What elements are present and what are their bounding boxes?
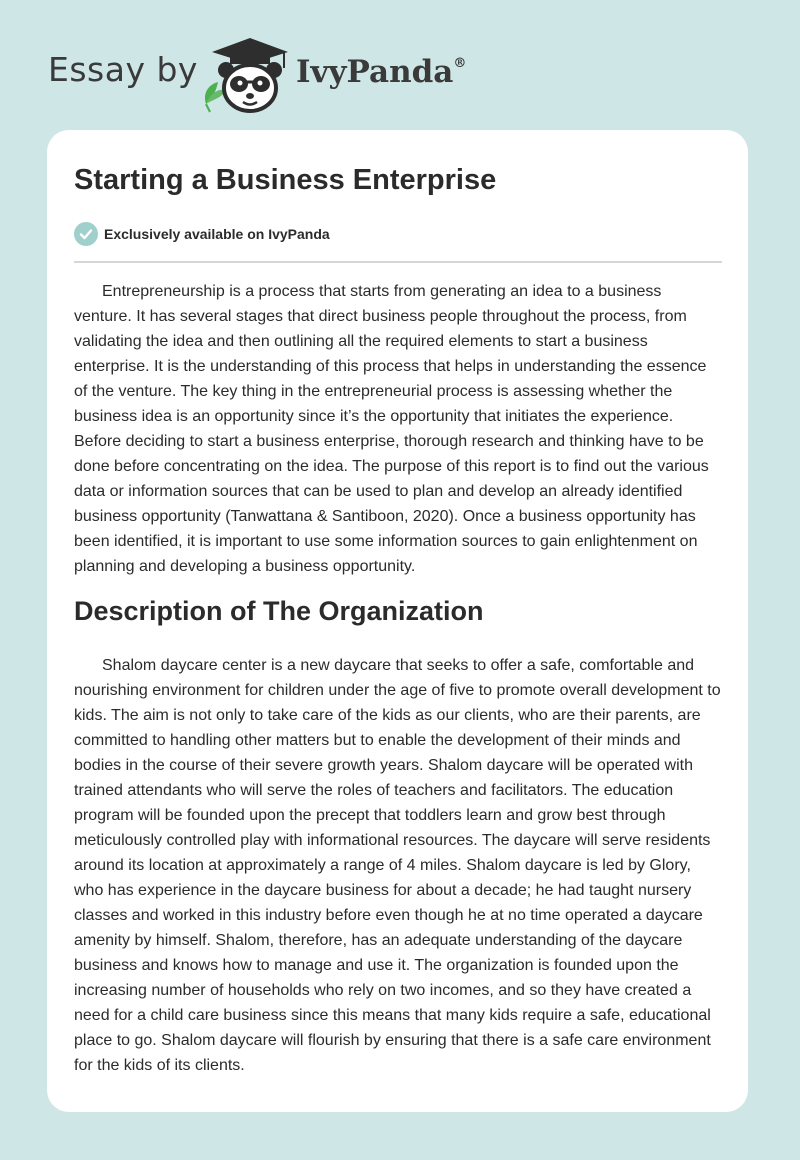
divider bbox=[74, 261, 722, 263]
paragraph-organization: Shalom daycare center is a new daycare that seeks to offer a safe, comfortable and nourishing environment for children under the age of five to promote overall development to kids. The aim is not only to take care of the kids as our clients, who are their parents, are committed to handling other matters but to enable the development of their minds and bodies in the course of their severe growth years. Shalom daycare will be operated with trained attendants who will serve the roles of teachers and facilitators. The education program will be founded upon the precept that toddlers learn and grow best through meticulously controlled play with informational resources. The daycare will serve residents around its location at approximately a range of 4 miles. Shalom daycare is led by Glory, who has experience in the daycare business for about a decade; he had taught nursery classes and worked in this industry before even though he at no time operated a daycare amenity by himself. Shalom, therefore, has an adequate understanding of the daycare business and knows how to manage and use it. The organization is founded upon the increasing number of households who rely on two incomes, and so they have created a need for a child care business since this means that many kids require a safe, educational place to go. Shalom daycare will flourish by ensuring that there is a safe care environment for the kids of its clients. bbox=[74, 657, 721, 1074]
essay-by-label: Essay by bbox=[48, 50, 198, 89]
section-heading: Description of The Organization bbox=[74, 596, 484, 626]
check-icon bbox=[74, 222, 98, 246]
site-header bbox=[48, 30, 648, 110]
brand-logo-text: IvyPanda® bbox=[296, 54, 467, 90]
essay-card bbox=[47, 130, 748, 1112]
exclusive-badge bbox=[74, 222, 330, 246]
exclusive-label: Exclusively available on IvyPanda bbox=[104, 226, 330, 242]
registered-mark: ® bbox=[453, 56, 467, 71]
panda-logo-icon bbox=[200, 34, 290, 114]
paragraph-intro: Entrepreneurship is a process that starts from generating an idea to a business venture. It has several stages that direct business people throughout the process, from validating the idea and then outlining all the required elements to start a business enterprise. It is the understanding of this process that helps in understanding the essence of the venture. The key thing in the entrepreneurial process is assessing whether the business idea is an opportunity since it’s the opportunity that initiates the experience. Before deciding to start a business enterprise, thorough research and thinking have to be done before concentrating on the idea. The purpose of this report is to find out the various data or information sources that can be used to plan and develop an already identified business opportunity (Tanwattana & Santiboon, 2020). Once a business opportunity has been identified, it is important to use some information sources to gain enlightenment on planning and developing a business opportunity. bbox=[74, 283, 709, 575]
page-title: Starting a Business Enterprise bbox=[74, 164, 497, 196]
